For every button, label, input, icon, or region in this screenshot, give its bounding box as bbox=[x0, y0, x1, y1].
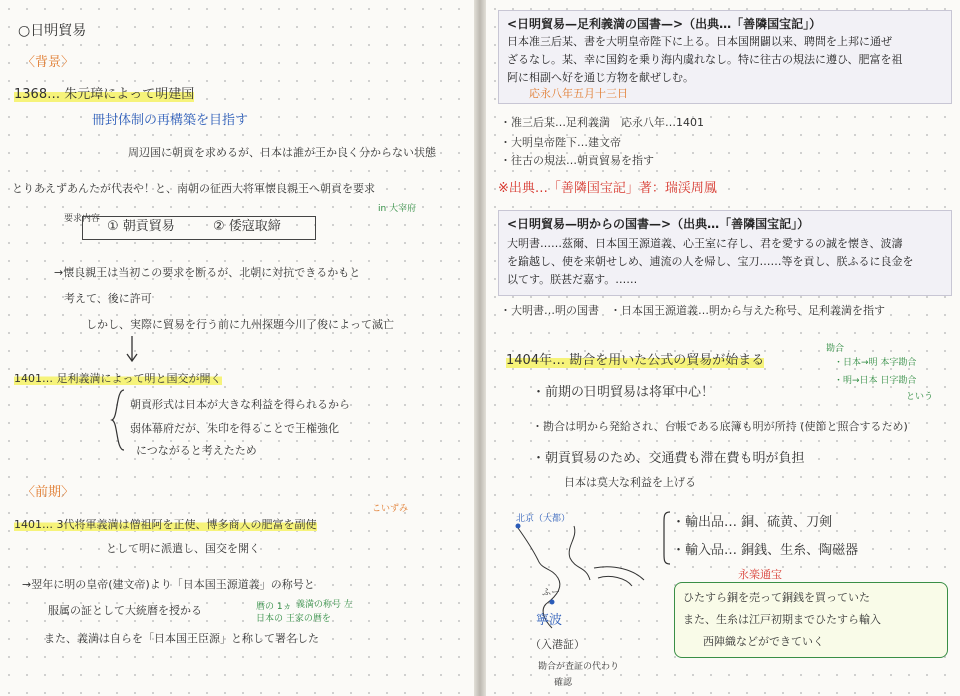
note-annotation: 暦の 1ヵ bbox=[256, 602, 292, 612]
section-early-label: 〈前期〉 bbox=[22, 485, 75, 500]
summary-line: ひたすら銅を売って銅銭を買っていた bbox=[683, 591, 870, 604]
section-background-label: 〈背景〉 bbox=[22, 55, 75, 70]
note-line: ・勘合は明から発給され、台帳である底簿も明が所持 (使節と照合するため) bbox=[532, 420, 908, 433]
summary-box bbox=[674, 582, 948, 658]
note-annotation: 日本の 王家の暦を bbox=[256, 614, 331, 624]
kanko-note: ・明→日本 日字勘合 bbox=[834, 376, 917, 386]
note-line: 弱体幕府だが、朱印を得ることで王権強化 bbox=[130, 422, 339, 435]
map-note: 確認 bbox=[554, 678, 573, 688]
note-line: 朝貢形式は日本が大きな利益を得られるから bbox=[130, 398, 350, 411]
quote-box-yoshimitsu bbox=[498, 10, 952, 104]
note-line: ・准三后某…足利義満 応永八年…1401 bbox=[500, 116, 704, 129]
map-note: 勘合が査証の代わり bbox=[538, 662, 620, 672]
note-line: 1401… 3代将軍義満は僧祖阿を正使、博多商人の肥富を副使 bbox=[14, 518, 317, 531]
quote-date: 応永八年五月十三日 bbox=[529, 87, 628, 100]
map-label: （入港証） bbox=[530, 638, 585, 651]
note-line: 服属の証として大統暦を授かる bbox=[48, 604, 202, 617]
brace-icon bbox=[112, 390, 126, 450]
quote-title: <日明貿易—明からの国書—>（出典…「善隣国宝記」） bbox=[507, 217, 810, 231]
note-line: →懐良親王は当初この要求を断るが、北朝に対抗できるかもと bbox=[54, 266, 361, 279]
note-annotation: 義満の称号 左 bbox=[296, 600, 353, 610]
requirement-item: ① 朝貢貿易 bbox=[107, 219, 175, 234]
map-label: ふー bbox=[542, 588, 561, 598]
note-line: 周辺国に朝貢を求めるが、日本は誰が王か良く分からない状態 bbox=[128, 146, 436, 159]
notebook-gutter bbox=[474, 0, 486, 696]
note-line: とりあえずあんたが代表や！と、南朝の征西大将軍懐良親王へ朝貢を要求 bbox=[12, 182, 375, 195]
kanko-label: 勘合 bbox=[826, 344, 845, 354]
quote-line: 日本准三后某、書を大明皇帝陛下に上る。日本国開闢以来、聘問を上邦に通ぜ bbox=[507, 35, 892, 48]
requirement-box bbox=[82, 216, 316, 240]
kanko-note: ・日本→明 本字勘合 bbox=[834, 358, 917, 368]
right-page bbox=[486, 0, 960, 696]
note-line: 永楽通宝 bbox=[738, 568, 782, 581]
note-line: ※出典…「善隣国宝記」著：瑞渓周鳳 bbox=[498, 181, 717, 196]
quote-line: 以てす。朕甚だ嘉す。…… bbox=[507, 273, 638, 286]
note-line: ・輸出品… 銅、硫黄、刀剣 bbox=[672, 515, 833, 530]
box-label: 要求内容 bbox=[64, 214, 101, 224]
down-arrow-icon bbox=[124, 336, 144, 364]
note-line: また、義満は自らを「日本国王臣源」と称して署名した bbox=[44, 632, 319, 645]
kanko-note: という bbox=[906, 392, 934, 402]
summary-line: 西陣織などができていく bbox=[703, 635, 824, 648]
note-line: ・大明書…明の国書 ・日本国王源道義…明から与えた称号、足利義満を指す bbox=[500, 304, 885, 317]
summary-line: また、生糸は江戸初期までひたすら輸入 bbox=[683, 613, 881, 626]
quote-line: 大明書……茲爾、日本国王源道義、心王室に存し、君を愛するの誠を懐き、波濤 bbox=[507, 237, 903, 250]
quote-line: を踰越し、使を来朝せしめ、逋流の人を帰し、宝刀……等を貢し、朕ふるに良金を bbox=[507, 255, 914, 268]
map-label: 北京（大都） bbox=[516, 514, 571, 524]
note-line: 1368… 朱元璋によって明建国 bbox=[14, 87, 195, 102]
reading-annotation: こいずみ bbox=[372, 504, 409, 514]
map-label: 寧波 bbox=[536, 613, 563, 628]
quote-box-ming bbox=[498, 210, 952, 296]
note-line: 1404年… 勘合を用いた公式の貿易が始まる bbox=[506, 353, 765, 368]
note-line: につながると考えたため bbox=[136, 444, 257, 457]
page-title: ○日明貿易 bbox=[18, 23, 87, 39]
bracket-icon bbox=[662, 512, 672, 564]
requirement-item: ② 倭寇取締 bbox=[213, 219, 281, 234]
quote-line: ざるなし。某、幸に国鈞を乗り海内虞れなし。特に往古の規法に遵ひ、肥富を祖 bbox=[507, 53, 903, 66]
note-line: ・朝貢貿易のため、交通費も滞在費も明が負担 bbox=[532, 451, 805, 466]
left-page bbox=[0, 0, 474, 696]
note-line: しかし、実際に貿易を行う前に九州探題今川了俊によって滅亡 bbox=[86, 318, 394, 331]
note-line: ・輸入品… 銅銭、生糸、陶磁器 bbox=[672, 543, 859, 558]
note-line: ・大明皇帝陛下…建文帝 bbox=[500, 136, 621, 149]
note-line: 考えて、後に許可 bbox=[64, 292, 152, 305]
quote-title: <日明貿易—足利義満の国書—>（出典…「善隣国宝記」） bbox=[507, 17, 822, 31]
note-line: ・前期の日明貿易は将軍中心！ bbox=[532, 385, 715, 400]
note-line: 日本は莫大な利益を上げる bbox=[564, 476, 696, 489]
note-line: →翌年に明の皇帝(建文帝)より「日本国王源道義」の称号と bbox=[22, 578, 315, 591]
note-annotation: in 大宰府 bbox=[378, 204, 417, 214]
note-line: 冊封体制の再構築を目指す bbox=[92, 113, 249, 128]
note-line: ・往古の規法…朝貢貿易を指す bbox=[500, 154, 654, 167]
quote-line: 阿に相副へ好を通じ方物を献ぜしむ。 bbox=[507, 71, 694, 84]
note-line: 1401… 足利義満によって明と国交が開く bbox=[14, 372, 222, 385]
note-line: として明に派遣し、国交を開く bbox=[106, 542, 260, 555]
